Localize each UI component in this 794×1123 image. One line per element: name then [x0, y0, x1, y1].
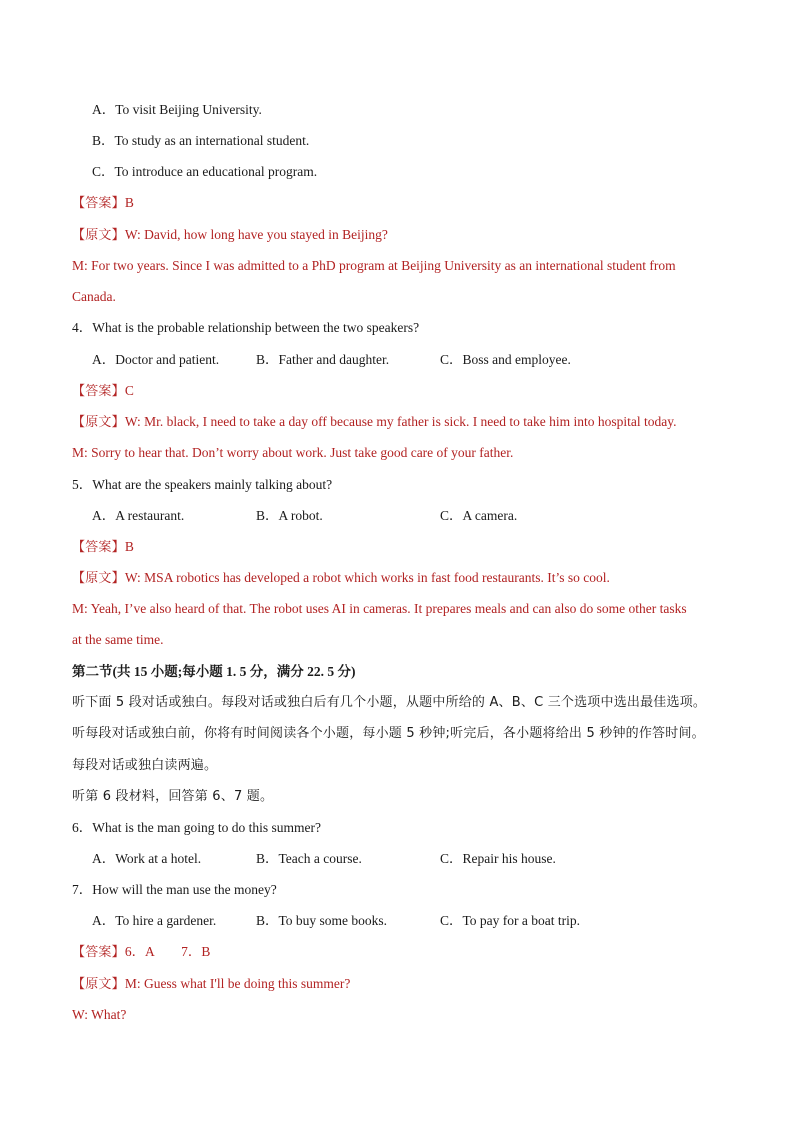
transcript-label: 【原文】 — [72, 977, 125, 992]
q3-option-a: A．To visit Beijing University. — [92, 102, 262, 117]
q5-transcript-3: at the same time. — [72, 632, 164, 647]
q5-answer — [72, 538, 134, 557]
q3-option-b: B．To study as an international student. — [92, 133, 310, 148]
transcript-label: 【原文】 — [72, 228, 125, 243]
q4-option-c: C．Boss and employee. — [440, 352, 571, 367]
q67-transcript-2: W: What? — [72, 1007, 127, 1022]
q3-transcript-2: M: For two years. Since I was admitted to a PhD program at Beijing University as an international student from — [72, 258, 676, 273]
q3-transcript-1 — [72, 226, 388, 245]
q4-question: 4．What is the probable relationship between the two speakers? — [72, 320, 420, 335]
section-2-instruction-3: 每段对话或独白读两遍。 — [72, 758, 218, 773]
q5-options — [0, 507, 794, 525]
transcript-label: 【原文】 — [72, 415, 125, 430]
q3-option-c: C．To introduce an educational program. — [92, 164, 318, 179]
q5-transcript-1 — [72, 569, 610, 588]
answer-value: 6．A 7．B — [124, 944, 211, 959]
q67-transcript-1 — [72, 975, 350, 994]
answer-label: 【答案】 — [72, 384, 125, 399]
q4-options — [0, 351, 794, 369]
q5-option-b: B．A robot. — [256, 508, 323, 523]
q6-question: 6．What is the man going to do this summer? — [72, 820, 321, 835]
q7-option-c: C．To pay for a boat trip. — [440, 913, 581, 928]
q5-option-c: C．A camera. — [440, 508, 518, 523]
q7-option-b: B．To buy some books. — [256, 913, 388, 928]
transcript-label: 【原文】 — [72, 571, 125, 586]
transcript-text: W: David, how long have you stayed in Beijing? — [124, 227, 388, 242]
q3-answer — [72, 194, 134, 213]
answer-value: C — [124, 383, 134, 398]
answer-value: B — [124, 195, 134, 210]
q4-transcript-2: M: Sorry to hear that. Don’t worry about work. Just take good care of your father. — [72, 445, 514, 460]
answer-label: 【答案】 — [72, 196, 125, 211]
q7-question: 7．How will the man use the money? — [72, 882, 277, 897]
section-2-instruction-1: 听下面 5 段对话或独白。每段对话或独白后有几个小题，从题中所给的 A、B、C 三个选项中选出最佳选项。 — [72, 695, 707, 710]
q6-option-a: A．Work at a hotel. — [92, 851, 202, 866]
q5-question: 5．What are the speakers mainly talking about? — [72, 477, 333, 492]
q5-transcript-2: M: Yeah, I’ve also heard of that. The robot uses AI in cameras. It prepares meals and can also do some other tasks — [72, 601, 687, 616]
transcript-text: W: MSA robotics has developed a robot which works in fast food restaurants. It’s so cool. — [124, 570, 610, 585]
section-2-instruction-2: 听每段对话或独白前，你将有时间阅读各个小题，每小题 5 秒钟;听完后，各小题将给出 5 秒钟的作答时间。 — [72, 726, 705, 741]
answer-value: B — [124, 539, 134, 554]
q5-option-a: A．A restaurant. — [92, 508, 185, 523]
transcript-text: M: Guess what I'll be doing this summer? — [124, 976, 351, 991]
answer-label: 【答案】 — [72, 540, 125, 555]
q7-option-a: A．To hire a gardener. — [92, 913, 217, 928]
q3-transcript-3: Canada. — [72, 289, 116, 304]
q6-options — [0, 850, 794, 868]
q6-option-c: C．Repair his house. — [440, 851, 556, 866]
q4-option-a: A．Doctor and patient. — [92, 352, 220, 367]
answer-label: 【答案】 — [72, 945, 125, 960]
q4-option-b: B．Father and daughter. — [256, 352, 390, 367]
transcript-text: W: Mr. black, I need to take a day off because my father is sick. I need to take him into hospital today. — [124, 414, 677, 429]
q4-answer — [72, 382, 134, 401]
q4-transcript-1 — [72, 413, 677, 432]
section-2-heading: 第二节(共 15 小题;每小题 1. 5 分，满分 22. 5 分) — [72, 664, 356, 679]
material-6-instruction: 听第 6 段材料，回答第 6、7 题。 — [72, 789, 274, 804]
q67-answer — [72, 943, 210, 962]
q7-options — [0, 912, 794, 930]
q6-option-b: B．Teach a course. — [256, 851, 362, 866]
